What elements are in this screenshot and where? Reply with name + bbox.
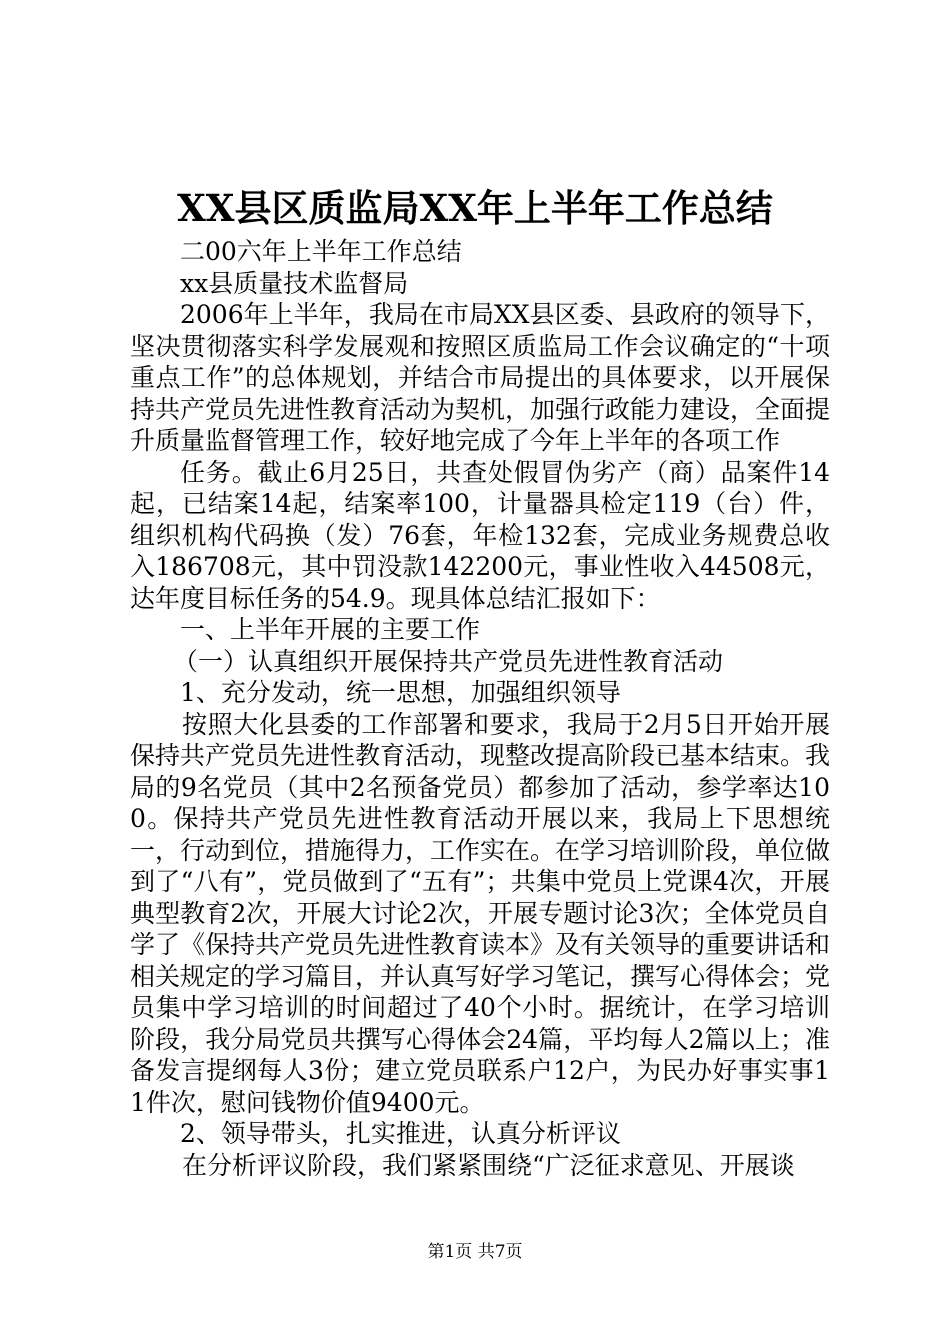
subsection-heading: （一）认真组织开展保持共产党员先进性教育活动: [173, 646, 724, 676]
body-paragraph: 2006年上半年，我局在市局XX县区委、县政府的领导下，坚决贯彻落实科学发展观和按照区质监局工作会议确定的“十项重点工作”的总体规划，并结合市局提出的具体要求，以开展保持共产党员先进性教育活动为契机，加强行政能力建设，全面提升质量监督管理工作，较好地完成了今年上半年的各项工作: [130, 300, 831, 455]
document-title: XX县区质监局XX年上半年工作总结: [177, 186, 773, 230]
subtitle-summary: 二00六年上半年工作总结: [180, 237, 462, 266]
body-paragraph: 按照大化县委的工作部署和要求，我局于2月5日开始开展保持共产党员先进性教育活动，现整改提高阶段已基本结束。我局的9名党员（其中2名预备党员）都参加了活动，参学率达100。保持共产党员先进性教育活动开展以来，我局上下思想统一，行动到位，措施得力，工作实在。在学习培训阶段，单位做到了“八有”，党员做到了“五有”；共集中党员上党课4次，开展典型教育2次，开展大讨论2次，开展专题讨论3次；全体党员自学了《保持共产党员先进性教育读本》及有关领导的重要讲话和相关规定的学习篇目，并认真写好学习笔记，撰写心得体会；党员集中学习培训的时间超过了40个小时。据统计，在学习培训阶段，我分局党员共撰写心得体会24篇，平均每人2篇以上；准备发言提纲每人3份；建立党员联系户12户，为民办好事实事11件次，慰问钱物价值9400元。: [130, 709, 831, 1117]
section-heading: 一、上半年开展的主要工作: [180, 615, 481, 644]
body-paragraph: 在分析评议阶段，我们紧紧围绕“广泛征求意见、开展谈: [182, 1150, 795, 1180]
document-body: [130, 236, 830, 1181]
body-paragraph: 任务。截止6月25日，共查处假冒伪劣产（商）品案件14起，已结案14起，结案率100，计量器具检定119（台）件，组织机构代码换（发）76套，年检132套，完成业务规费总收入186708元，其中罚没款142200元，事业性收入44508元，达年度目标任务的54.9。现具体总结汇报如下：: [130, 457, 830, 613]
page-number-footer: 第1页 共7页: [427, 1242, 523, 1262]
author-organization: xx县质量技术监督局: [180, 268, 409, 298]
item-heading: 1、充分发动，统一思想，加强组织领导: [180, 678, 621, 707]
item-heading: 2、领导带头，扎实推进，认真分析评议: [180, 1119, 621, 1148]
